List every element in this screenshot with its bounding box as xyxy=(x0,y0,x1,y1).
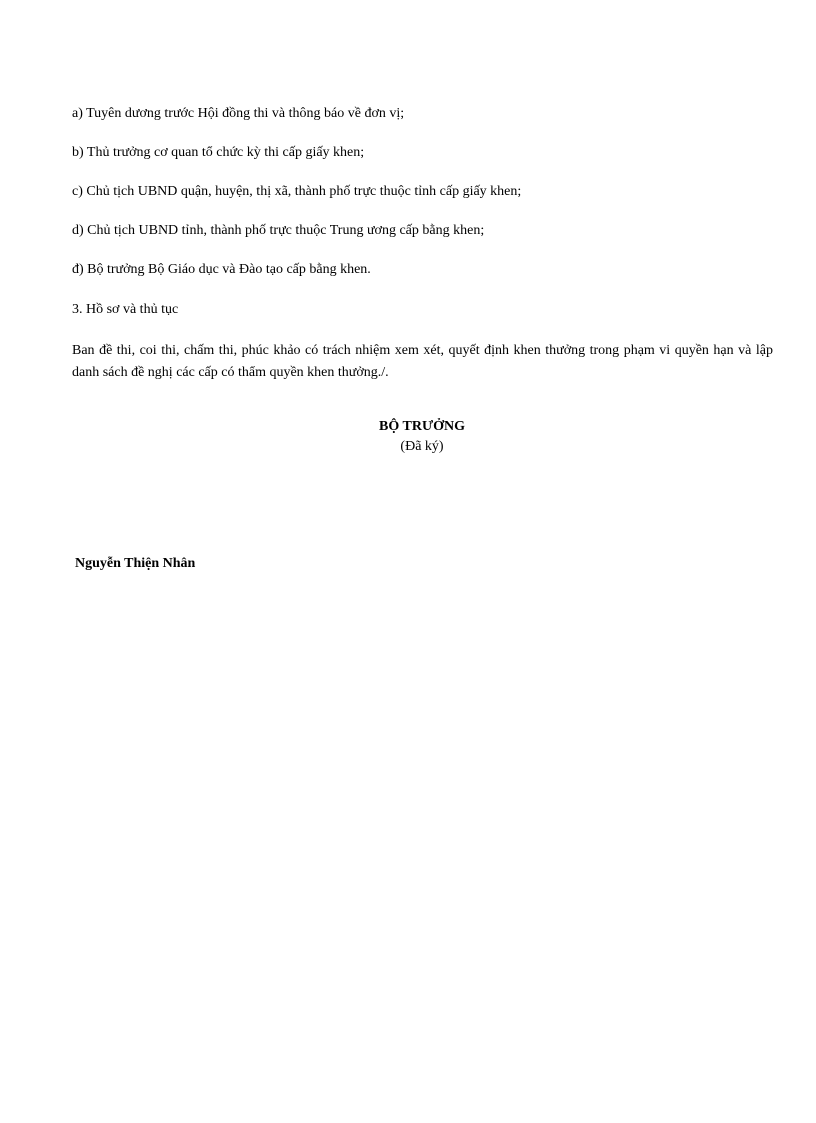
signature-title: BỘ TRƯỞNG xyxy=(379,419,465,434)
list-item-c: c) Chủ tịch UBND quận, huyện, thị xã, thành phố trực thuộc tỉnh cấp giấy khen; xyxy=(72,184,522,199)
body-paragraph: Ban đề thi, coi thi, chấm thi, phúc khảo có trách nhiệm xem xét, quyết định khen thưởng trong phạm vi quyền hạn và lập danh sách đề nghị các cấp có thẩm quyền khen thưởng./. xyxy=(72,343,773,380)
signer-name: Nguyễn Thiện Nhân xyxy=(75,556,196,571)
signature-note: (Đã ký) xyxy=(400,439,444,454)
list-item-b: b) Thủ trưởng cơ quan tổ chức kỳ thi cấp giấy khen; xyxy=(72,145,365,160)
section-heading: 3. Hồ sơ và thủ tục xyxy=(72,302,179,317)
list-item-a: a) Tuyên dương trước Hội đồng thi và thông báo về đơn vị; xyxy=(72,106,405,121)
list-item-d: d) Chủ tịch UBND tỉnh, thành phố trực thuộc Trung ương cấp bằng khen; xyxy=(72,223,485,238)
list-item-dd: đ) Bộ trưởng Bộ Giáo dục và Đào tạo cấp bằng khen. xyxy=(72,262,371,277)
